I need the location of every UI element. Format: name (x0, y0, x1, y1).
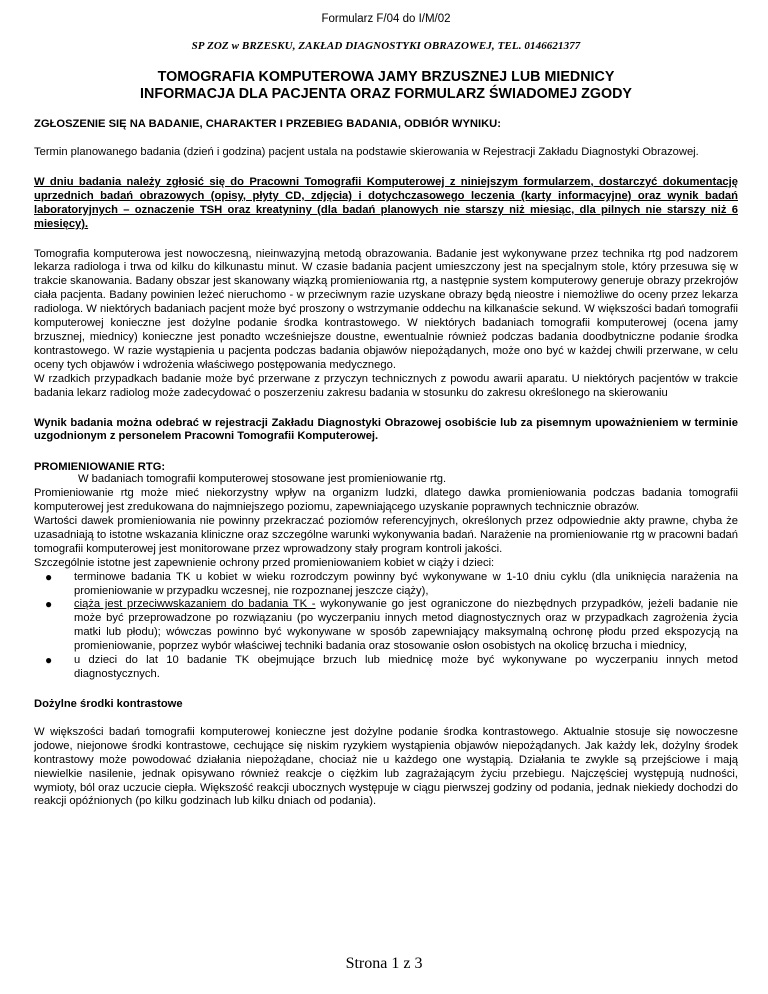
paragraph-radiation-intro: W badaniach tomografii komputerowej stosowane jest promieniowanie rtg. (78, 473, 447, 486)
paragraph-result-pickup: Wynik badania można odebrać w rejestracji Zakładu Diagnostyki Obrazowej osobiście lub za pisemnym upoważnieniem w terminie uzgodnionym z personelem Pracowni Tomografii Komputerowej. (34, 416, 738, 443)
paragraph-protection: Szczególnie istotne jest zapewnienie ochrony przed promieniowaniem kobiet w ciąży i dzieci: (34, 556, 495, 569)
document-title (34, 69, 738, 103)
paragraph-contrast-agents: W większości badań tomografii komputerowej konieczne jest dożylne podanie środka kontrastowego. Aktualnie stosuje się nowoczesne jodowe, niejonowe środki kontrastowe, cechujące się niskim ryzykiem wystąpienia objawów niepożądanych. Jak każdy lek, dożylny środek kontrastowy może powodować działania niepożądane, chociaż nie u każdego one wystąpią. Działania te zwykle są przejściowe i mają niewielkie nasilenie, jednak opisywano również reakcje o ciężkim lub zagrażającym życiu przebiegu. Najczęściej występują nudności, wymioty, ból oraz uczucie ciepła. Większość reakcji ubocznych występuje w ciągu pierwszej godziny od podania, jednak niekiedy dochodzi do reakcji opóźnionych (po kilku godzinach lub kilku dniach od podania). (34, 725, 738, 808)
list-item (34, 654, 738, 682)
required-documents-part-b: ) oraz wynik badań laboratoryjnych – oznaczenie TSH oraz kreatyniny (dla badań planowych nie starszy niż miesiąc, dla pilnych nie starszy niż 6 miesięcy). (34, 189, 738, 230)
protection-list (34, 571, 738, 682)
required-documents-part-a: W dniu badania należy zgłosić się do Pracowni Tomografii Komputerowej z niniejszym formularzem, dostarczyć dokumentację uprzednich badań obrazowych (opisy, płyty CD, zdjęcia) i dotychczasowego leczenia (karty informacyjne (34, 175, 738, 202)
paragraph-required-documents (34, 176, 738, 232)
list-item-text: u dzieci do lat 10 badanie TK obejmujące brzuch lub miednicę może być wykonywane po wyczerpaniu innych metod diagnostycznych. (74, 654, 738, 680)
list-item-underlined-text: ciąża jest przeciwwskazaniem do badania TK - (74, 598, 316, 611)
section-heading-contrast: Dożylne środki kontrastowe (34, 697, 183, 710)
institution-header: SP ZOZ w BRZESKU, ZAKŁAD DIAGNOSTYKI OBRAZOWEJ, TEL. 0146621377 (191, 40, 581, 52)
paragraph-radiation-effects: Promieniowanie rtg może mieć niekorzystny wpływ na organizm ludzki, dlatego dawka promieniowania podczas badania tomografii komputerowej jest zredukowana do najmniejszego poziomu, zapewniającego uzyskanie poprawnych technicznie obrazów. (34, 487, 738, 514)
paragraph-procedure-description: Tomografia komputerowa jest nowoczesną, nieinwazyjną metodą obrazowania. Badanie jest wykonywane przez technika rtg pod nadzorem lekarza radiologa i trwa od kilku do kilkunastu minut. W czasie badania pacjent umieszczony jest na specjalnym stole, który przesuwa się w trakcie skanowania. Badany obszar jest skanowany wiązką promieniowania rtg, a następnie system komputerowy generuje obrazy przekrojów ciała pacjenta. Badany powinien leżeć nieruchomo - w przeciwnym razie uzyskane obrazy będą nieostre i niemożliwe do oceny przez lekarza radiologa. W niektórych badaniach pacjent może być proszony o wstrzymanie oddechu na kilkanaście sekund. W większości badań tomografii komputerowej konieczne jest dożylne podanie środka kontrastowego. W niektórych badaniach tomografii komputerowej (ocena jamy brzusznej, miednicy) konieczne jest ponadto wcześniejsze doustne, ewentualnie również podczas badania doodbytniczne podanie środka kontrastowego. W razie wystąpienia u pacjenta podczas badania objawów niepożądanych, może ono być w każdej chwili przerwane, w celu oceny tych objawów i wdrożenia właściwego postępowania medycznego. (34, 247, 738, 371)
list-item (34, 598, 738, 654)
bullet-icon: ● (45, 569, 53, 584)
paragraph-technical-interruptions: W rzadkich przypadkach badanie może być przerwane z przyczyn technicznych z powodu awarii aparatu. U niektórych pacjentów w trakcie badania lekarz radiolog może zadecydować o poszerzeniu zakresu badania w stosunku do zakresu określonego na skierowaniu (34, 372, 738, 399)
bullet-icon: ● (45, 597, 53, 612)
document-page (34, 0, 738, 809)
section-heading-radiation: PROMIENIOWANIE RTG: (34, 461, 166, 474)
bullet-icon: ● (45, 653, 53, 668)
section-heading-registration: ZGŁOSZENIE SIĘ NA BADANIE, CHARAKTER I PRZEBIEG BADANIA, ODBIÓR WYNIKU: (34, 118, 501, 130)
page-number: Strona 1 z 3 (345, 955, 423, 972)
paragraph-dose-values: Wartości dawek promieniowania nie powinny przekraczać poziomów referencyjnych, określonych przez odpowiednie akty prawne, chyba że uzasadniają to istotne wskazania kliniczne oraz szczególne warunki wykonywania badań. Narażenie na promieniowanie rtg w pracowni badań tomografii komputerowej jest monitorowane przez wprowadzony stały program kontroli jakości. (34, 515, 738, 555)
list-item-text: terminowe badania TK u kobiet w wieku rozrodczym powinny być wykonywane w 1-10 dniu cyklu (dla uniknięcia narażenia na promieniowanie w przypadku wczesnej, nie rozpoznanej jeszcze ciąży), (74, 570, 738, 597)
title-line-1: TOMOGRAFIA KOMPUTEROWA JAMY BRZUSZNEJ LUB MIEDNICY (157, 69, 615, 85)
paragraph-appointment: Termin planowanego badania (dzień i godzina) pacjent ustala na podstawie skierowania w Rejestracji Zakładu Diagnostyki Obrazowej. (34, 146, 699, 158)
list-item (34, 571, 738, 599)
form-code: Formularz F/04 do I/M/02 (321, 13, 451, 25)
list-item-text: wykonywanie go jest ograniczone do niezbędnych przypadków, jeżeli badanie nie może być przeprowadzone po rozwiązaniu (po wyczerpaniu innych metod diagnostycznych oraz w przypadkach zagrożenia życia matki lub płodu); wówczas powinno być wykonywane w sposób zapewniający maksymalną ochronę płodu przed ekspozycją na promieniowanie, poprzez wybór właściwej techniki badania oraz stosowanie osłon osobistych na okolicę brzucha i miednicy, (74, 598, 738, 653)
title-line-2: INFORMACJA DLA PACJENTA ORAZ FORMULARZ ŚWIADOMEJ ZGODY (140, 86, 632, 102)
